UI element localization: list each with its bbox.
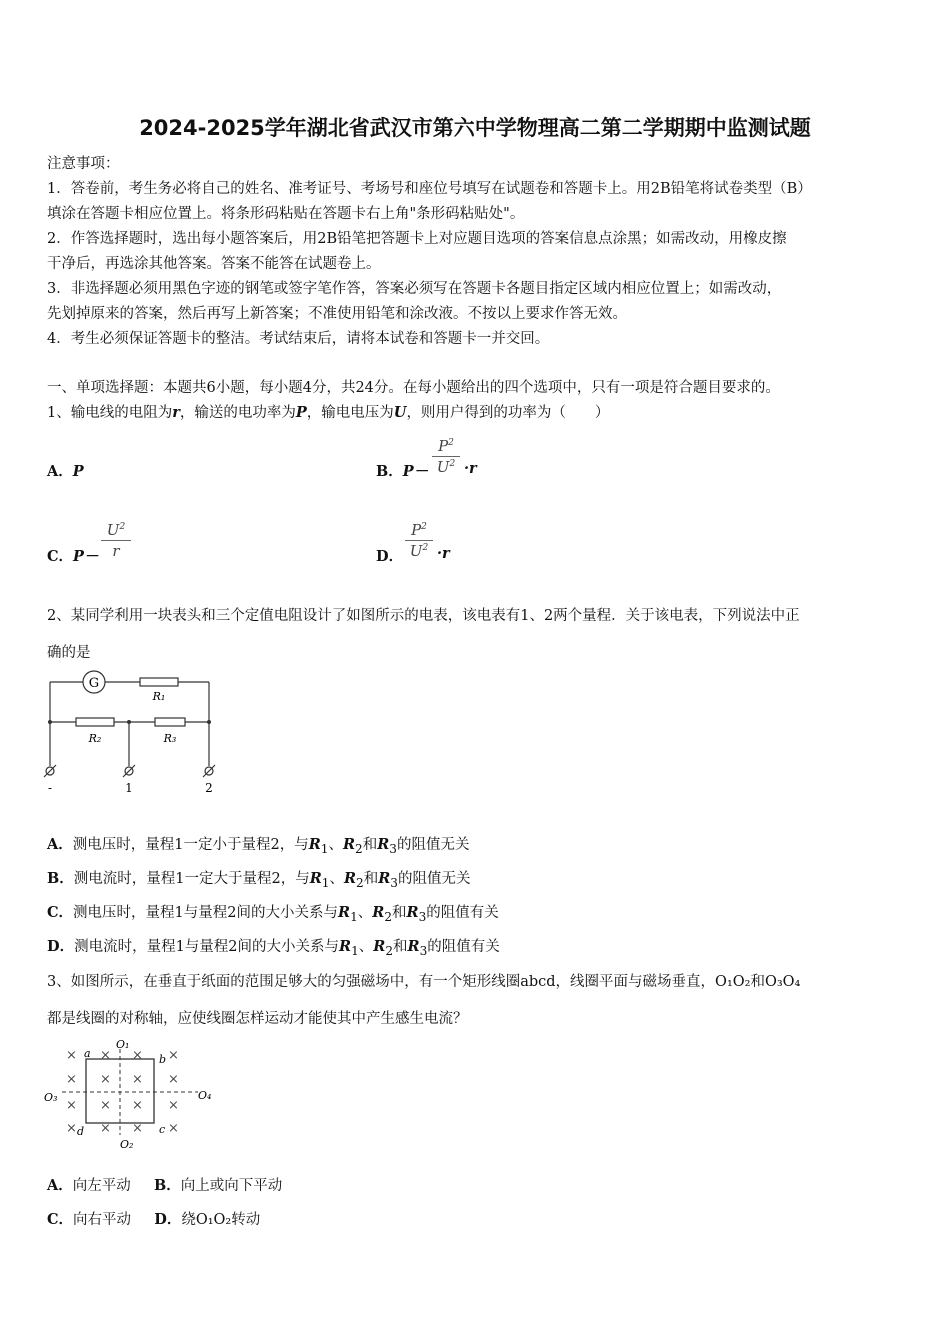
r3-label: R₃ <box>163 732 177 745</box>
section-heading: 一、单项选择题：本题共6小题，每小题4分，共24分。在每小题给出的四个选项中，只有一项是符合题目要求的。 <box>47 380 780 396</box>
q1-option-c[interactable]: C．P－ <box>47 548 99 565</box>
field-cross-mark: × <box>100 1072 111 1087</box>
field-cross-mark: × <box>100 1098 111 1113</box>
q3-magnetic-field-diagram <box>40 1035 220 1155</box>
field-cross-mark: × <box>132 1121 143 1136</box>
corner-d-label: d <box>77 1125 85 1138</box>
page-title: 2024-2025学年湖北省武汉市第六中学物理高二第二学期期中监测试题 <box>139 116 811 140</box>
q2-option-b[interactable]: B．测电流时，量程1一定大于量程2，与$R_1$、$R_2$和$R_3$的阻值无关 <box>47 870 471 890</box>
axis-o1-label: O₁ <box>116 1038 130 1051</box>
q1-option-b[interactable]: B．P－ <box>376 463 429 480</box>
r1-label: R₁ <box>152 690 166 703</box>
q2-circuit-diagram <box>40 668 230 800</box>
q1-option-c-fraction: $U^2$ r <box>101 521 131 560</box>
notice-line: 干净后，再选涂其他答案。答案不能答在试题卷上。 <box>47 256 381 272</box>
field-cross-mark: × <box>100 1048 111 1063</box>
notice-line: 3．非选择题必须用黑色字迹的钢笔或签字笔作答，答案必须写在答题卡各题目指定区域内相应位置上；如需改动， <box>47 281 782 297</box>
notice-line: 1．答卷前，考生务必将自己的姓名、准考证号、考场号和座位号填写在试题卷和答题卡上。用2B铅笔将试卷类型（B） <box>47 181 812 197</box>
galvanometer-label: G <box>88 676 100 691</box>
q3-option-d[interactable]: D．绕O₁O₂转动 <box>154 1211 261 1228</box>
field-cross-mark: × <box>168 1098 179 1113</box>
axis-o3-label: O₃ <box>44 1091 58 1104</box>
q3-option-b[interactable]: B．向上或向下平动 <box>153 1177 283 1194</box>
field-cross-mark: × <box>168 1072 179 1087</box>
field-cross-mark: × <box>168 1121 179 1136</box>
q3-options-row-1 <box>47 1174 282 1195</box>
corner-a-label: a <box>84 1047 91 1060</box>
notice-line: 填涂在答题卡相应位置上。将条形码粘贴在答题卡右上角"条形码粘贴处"。 <box>47 206 525 222</box>
q3-options-row-2 <box>47 1208 260 1229</box>
q1-option-b-fraction: $P^2$ $U^2$ <box>432 437 460 476</box>
notice-line: 2．作答选择题时，选出每小题答案后，用2B铅笔把答题卡上对应题目选项的答案信息点涂黑；如需改动，用橡皮擦 <box>47 231 787 247</box>
q1-option-d-fraction: $P^2$ $U^2$ <box>405 521 433 560</box>
field-cross-mark: × <box>66 1098 77 1113</box>
notice-heading: 注意事项： <box>47 156 120 172</box>
q1-option-b-suffix: ·r <box>464 460 477 477</box>
corner-c-label: c <box>159 1123 166 1136</box>
question-3-stem: 3、如图所示，在垂直于纸面的范围足够大的匀强磁场中，有一个矩形线圈abcd，线圈平面与磁场垂直，O₁O₂和O₃O₄ <box>47 974 801 990</box>
field-cross-mark: × <box>168 1048 179 1063</box>
q2-option-c[interactable]: C．测电压时，量程1与量程2间的大小关系与$R_1$、$R_2$和$R_3$的阻值有关 <box>47 904 499 924</box>
corner-b-label: b <box>159 1053 167 1066</box>
field-cross-mark: × <box>100 1121 111 1136</box>
q1-option-a[interactable]: A．P <box>47 463 84 480</box>
field-cross-mark: × <box>132 1072 143 1087</box>
r2-label: R₂ <box>88 732 102 745</box>
notice-line: 先划掉原来的答案，然后再写上新答案；不准使用铅笔和涂改液。不按以上要求作答无效。 <box>47 306 627 322</box>
notice-line: 4．考生必须保证答题卡的整洁。考试结束后，请将本试卷和答题卡一并交回。 <box>47 331 550 347</box>
terminal-2-label: 2 <box>205 781 213 795</box>
axis-o2-label: O₂ <box>120 1138 134 1151</box>
q2-option-d[interactable]: D．测电流时，量程1与量程2间的大小关系与$R_1$、$R_2$和$R_3$的阻值有关 <box>47 938 500 958</box>
question-2-stem-cont: 确的是 <box>47 645 91 661</box>
terminal-1-label: 1 <box>125 781 133 795</box>
q3-option-a[interactable]: A．向左平动 <box>47 1177 131 1194</box>
field-cross-mark: × <box>66 1048 77 1063</box>
q1-option-d[interactable]: D． <box>376 548 404 565</box>
terminal-minus-label: - <box>47 781 53 795</box>
question-3-stem-cont: 都是线圈的对称轴，应使线圈怎样运动才能使其中产生感生电流？ <box>47 1011 468 1027</box>
q2-option-a[interactable]: A．测电压时，量程1一定小于量程2，与$R_1$、$R_2$和$R_3$的阻值无关 <box>47 836 470 856</box>
question-1-stem: 1、输电线的电阻为r，输送的电功率为P，输电电压为U，则用户得到的功率为（ ） <box>47 404 610 421</box>
q3-option-c[interactable]: C．向右平动 <box>47 1211 132 1228</box>
q1-option-d-suffix: ·r <box>437 545 450 562</box>
field-cross-mark: × <box>66 1121 77 1136</box>
axis-o4-label: O₄ <box>198 1089 212 1102</box>
field-cross-mark: × <box>66 1072 77 1087</box>
field-cross-mark: × <box>132 1098 143 1113</box>
question-2-stem: 2、某同学利用一块表头和三个定值电阻设计了如图所示的电表，该电表有1、2两个量程．关于该电表，下列说法中正 <box>47 608 800 624</box>
field-cross-mark: × <box>132 1048 143 1063</box>
